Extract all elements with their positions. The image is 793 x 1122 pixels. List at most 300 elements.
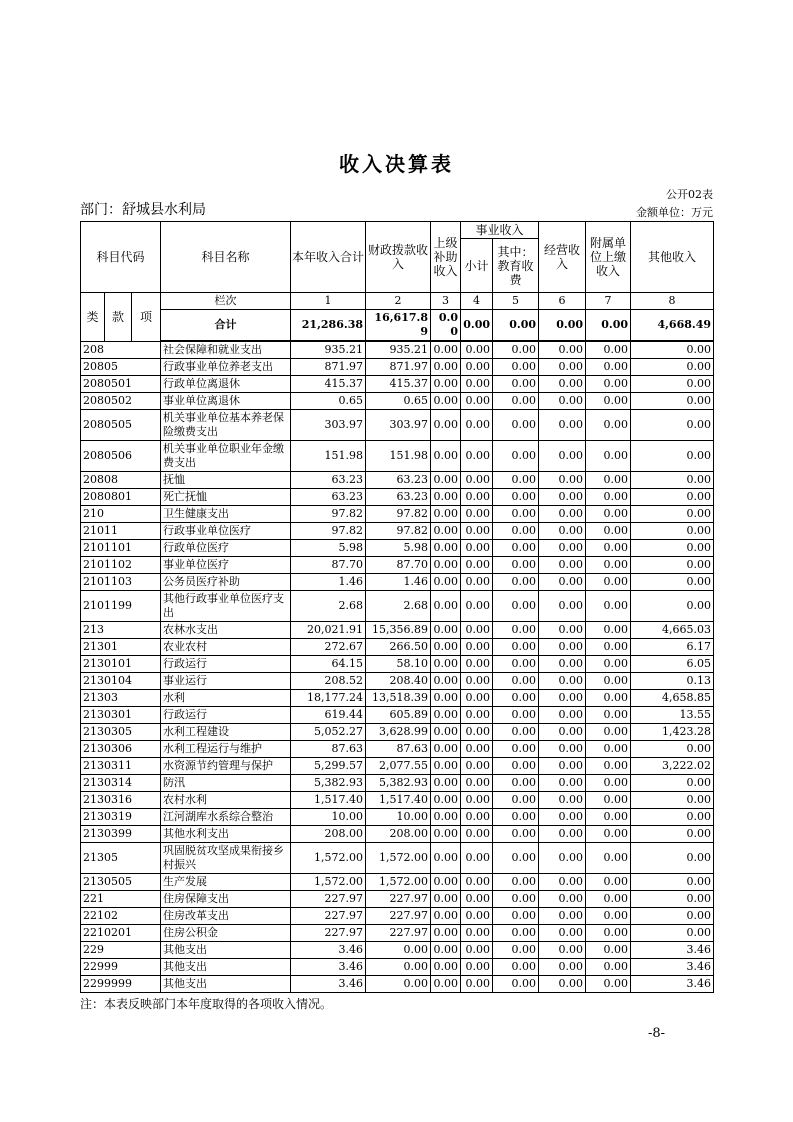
cell-value: 0.00 xyxy=(586,506,631,523)
total-value: 0.00 xyxy=(431,310,461,342)
table-row xyxy=(81,506,714,523)
cell-value: 0.00 xyxy=(631,393,714,410)
cell-value: 0.00 xyxy=(431,792,461,809)
cell-value: 0.00 xyxy=(539,908,586,925)
table-row xyxy=(81,792,714,809)
table-row xyxy=(81,724,714,741)
cell-subject-code: 208 xyxy=(81,341,161,359)
cell-subject-code: 2080801 xyxy=(81,489,161,506)
table-row xyxy=(81,574,714,591)
cell-value: 0.00 xyxy=(631,809,714,826)
table-row xyxy=(81,359,714,376)
cell-value: 0.00 xyxy=(431,673,461,690)
cell-value: 0.00 xyxy=(493,908,539,925)
cell-value: 3.46 xyxy=(291,959,366,976)
cell-value: 0.00 xyxy=(539,758,586,775)
cell-value: 63.23 xyxy=(366,489,431,506)
cell-value: 0.00 xyxy=(586,472,631,489)
cell-value: 227.97 xyxy=(366,908,431,925)
cell-value: 0.00 xyxy=(539,540,586,557)
cell-subject-name: 其他支出 xyxy=(161,942,291,959)
total-value: 4,668.49 xyxy=(631,310,714,342)
cell-value: 0.00 xyxy=(539,639,586,656)
cell-value: 0.00 xyxy=(461,441,493,472)
cell-subject-name: 社会保障和就业支出 xyxy=(161,341,291,359)
cell-subject-name: 机关事业单位职业年金缴费支出 xyxy=(161,441,291,472)
cell-subject-code: 2080506 xyxy=(81,441,161,472)
cell-value: 87.70 xyxy=(366,557,431,574)
page-number: -8- xyxy=(647,1026,665,1041)
header-code-lei: 类 xyxy=(81,293,105,342)
cell-subject-name: 农林水支出 xyxy=(161,622,291,639)
cell-value: 0.00 xyxy=(631,359,714,376)
cell-value: 5,052.27 xyxy=(291,724,366,741)
cell-subject-code: 21011 xyxy=(81,523,161,540)
cell-value: 0.00 xyxy=(631,891,714,908)
cell-value: 0.00 xyxy=(539,775,586,792)
cell-value: 0.00 xyxy=(461,489,493,506)
cell-value: 5.98 xyxy=(366,540,431,557)
cell-subject-code: 2130316 xyxy=(81,792,161,809)
cell-value: 0.00 xyxy=(431,622,461,639)
cell-value: 208.00 xyxy=(291,826,366,843)
cell-value: 0.00 xyxy=(461,622,493,639)
cell-value: 935.21 xyxy=(291,341,366,359)
cell-value: 0.00 xyxy=(461,809,493,826)
cell-value: 0.00 xyxy=(431,574,461,591)
cell-subject-code: 210 xyxy=(81,506,161,523)
cell-subject-name: 事业单位医疗 xyxy=(161,557,291,574)
total-value: 0.00 xyxy=(539,310,586,342)
cell-value: 208.00 xyxy=(366,826,431,843)
revenue-table xyxy=(80,221,714,993)
cell-value: 0.00 xyxy=(539,591,586,622)
cell-value: 0.00 xyxy=(586,758,631,775)
cell-subject-name: 卫生健康支出 xyxy=(161,506,291,523)
cell-value: 0.00 xyxy=(366,942,431,959)
cell-value: 151.98 xyxy=(366,441,431,472)
cell-value: 0.00 xyxy=(539,622,586,639)
cell-value: 0.00 xyxy=(431,472,461,489)
cell-value: 87.70 xyxy=(291,557,366,574)
cell-value: 6.05 xyxy=(631,656,714,673)
cell-value: 0.00 xyxy=(539,874,586,891)
cell-value: 2,077.55 xyxy=(366,758,431,775)
cell-value: 0.00 xyxy=(539,826,586,843)
cell-value: 97.82 xyxy=(366,506,431,523)
table-row xyxy=(81,591,714,622)
cell-value: 0.00 xyxy=(586,673,631,690)
header-operating-income: 经营收入 xyxy=(539,222,586,293)
cell-subject-name: 抚恤 xyxy=(161,472,291,489)
cell-value: 0.00 xyxy=(586,843,631,874)
cell-subject-name: 水资源节约管理与保护 xyxy=(161,758,291,775)
cell-subject-name: 事业单位离退休 xyxy=(161,393,291,410)
cell-subject-code: 2080501 xyxy=(81,376,161,393)
header-other-income: 其他收入 xyxy=(631,222,714,293)
cell-value: 0.00 xyxy=(493,540,539,557)
cell-value: 0.00 xyxy=(461,574,493,591)
cell-value: 227.97 xyxy=(366,925,431,942)
cell-value: 0.00 xyxy=(366,976,431,993)
cell-value: 0.00 xyxy=(539,959,586,976)
cell-value: 0.00 xyxy=(586,976,631,993)
cell-value: 0.00 xyxy=(586,639,631,656)
cell-value: 0.00 xyxy=(539,341,586,359)
header-business-education-fee: 其中：教育收费 xyxy=(493,239,539,293)
cell-value: 0.00 xyxy=(461,673,493,690)
cell-value: 0.00 xyxy=(493,741,539,758)
column-number: 6 xyxy=(539,293,586,310)
table-row xyxy=(81,843,714,874)
cell-value: 0.00 xyxy=(539,976,586,993)
cell-value: 64.15 xyxy=(291,656,366,673)
cell-value: 0.65 xyxy=(366,393,431,410)
cell-value: 0.00 xyxy=(493,707,539,724)
cell-value: 0.00 xyxy=(539,707,586,724)
table-row xyxy=(81,472,714,489)
cell-value: 227.97 xyxy=(291,925,366,942)
cell-subject-name: 生产发展 xyxy=(161,874,291,891)
cell-value: 0.00 xyxy=(461,656,493,673)
cell-value: 0.00 xyxy=(431,410,461,441)
cell-value: 0.00 xyxy=(586,874,631,891)
table-row xyxy=(81,489,714,506)
cell-value: 0.00 xyxy=(431,557,461,574)
cell-value: 0.00 xyxy=(586,376,631,393)
cell-value: 0.00 xyxy=(431,523,461,540)
cell-value: 97.82 xyxy=(291,523,366,540)
table-row xyxy=(81,775,714,792)
cell-subject-name: 巩固脱贫攻坚成果衔接乡村振兴 xyxy=(161,843,291,874)
page-content xyxy=(80,0,713,1041)
department-label: 部门：舒城县水利局 xyxy=(80,202,206,218)
table-row xyxy=(81,639,714,656)
total-value: 16,617.89 xyxy=(366,310,431,342)
cell-value: 0.00 xyxy=(586,942,631,959)
cell-value: 10.00 xyxy=(291,809,366,826)
cell-subject-name: 其他水利支出 xyxy=(161,826,291,843)
cell-value: 0.00 xyxy=(539,410,586,441)
cell-value: 0.00 xyxy=(461,472,493,489)
cell-value: 0.00 xyxy=(493,942,539,959)
cell-subject-name: 其他支出 xyxy=(161,976,291,993)
cell-value: 0.00 xyxy=(431,959,461,976)
cell-value: 0.00 xyxy=(631,410,714,441)
header-code-kuan: 款 xyxy=(105,293,132,342)
cell-value: 0.00 xyxy=(461,707,493,724)
cell-subject-code: 2130399 xyxy=(81,826,161,843)
table-row xyxy=(81,341,714,359)
cell-value: 0.00 xyxy=(586,359,631,376)
cell-value: 0.00 xyxy=(493,472,539,489)
cell-value: 0.00 xyxy=(431,891,461,908)
cell-value: 0.00 xyxy=(431,441,461,472)
header-business-income: 事业收入 xyxy=(461,222,539,239)
cell-subject-code: 2130505 xyxy=(81,874,161,891)
table-row xyxy=(81,441,714,472)
table-row xyxy=(81,523,714,540)
cell-value: 3.46 xyxy=(631,976,714,993)
sheet-label: 公开02表 xyxy=(666,188,713,201)
cell-value: 0.00 xyxy=(461,792,493,809)
cell-value: 0.00 xyxy=(631,792,714,809)
cell-subject-name: 行政事业单位医疗 xyxy=(161,523,291,540)
column-number: 3 xyxy=(431,293,461,310)
cell-value: 0.00 xyxy=(539,506,586,523)
cell-value: 0.00 xyxy=(539,441,586,472)
cell-value: 0.00 xyxy=(631,341,714,359)
cell-value: 0.00 xyxy=(461,724,493,741)
cell-value: 0.00 xyxy=(586,523,631,540)
header-total-income: 本年收入合计 xyxy=(291,222,366,293)
table-row xyxy=(81,925,714,942)
cell-subject-name: 其他行政事业单位医疗支出 xyxy=(161,591,291,622)
cell-value: 0.00 xyxy=(431,506,461,523)
table-row xyxy=(81,741,714,758)
cell-value: 0.00 xyxy=(431,489,461,506)
table-row xyxy=(81,622,714,639)
cell-value: 0.00 xyxy=(493,959,539,976)
page-title: 收入决算表 xyxy=(339,152,454,176)
cell-value: 1,572.00 xyxy=(291,874,366,891)
cell-value: 0.00 xyxy=(431,393,461,410)
cell-value: 0.00 xyxy=(493,376,539,393)
cell-value: 0.00 xyxy=(539,891,586,908)
footnote: 注：本表反映部门本年度取得的各项收入情况。 xyxy=(80,997,333,1011)
table-row xyxy=(81,874,714,891)
cell-value: 0.00 xyxy=(586,724,631,741)
cell-value: 0.00 xyxy=(539,376,586,393)
cell-value: 0.00 xyxy=(586,393,631,410)
cell-value: 5,382.93 xyxy=(291,775,366,792)
cell-subject-name: 其他支出 xyxy=(161,959,291,976)
header-superior-subsidy: 上级补助收入 xyxy=(431,222,461,293)
cell-value: 227.97 xyxy=(291,908,366,925)
cell-value: 0.00 xyxy=(431,724,461,741)
cell-subject-code: 2101102 xyxy=(81,557,161,574)
cell-value: 0.00 xyxy=(539,724,586,741)
cell-value: 227.97 xyxy=(291,891,366,908)
cell-value: 0.00 xyxy=(461,908,493,925)
cell-subject-name: 农业农村 xyxy=(161,639,291,656)
cell-value: 0.00 xyxy=(431,359,461,376)
cell-value: 0.00 xyxy=(539,942,586,959)
cell-value: 0.00 xyxy=(461,410,493,441)
cell-subject-name: 行政事业单位养老支出 xyxy=(161,359,291,376)
cell-subject-code: 22999 xyxy=(81,959,161,976)
cell-value: 1,423.28 xyxy=(631,724,714,741)
cell-subject-code: 20808 xyxy=(81,472,161,489)
total-value: 0.00 xyxy=(461,310,493,342)
cell-value: 0.00 xyxy=(631,775,714,792)
cell-value: 0.00 xyxy=(586,792,631,809)
cell-value: 0.00 xyxy=(431,540,461,557)
cell-subject-code: 2101101 xyxy=(81,540,161,557)
cell-value: 0.00 xyxy=(493,410,539,441)
cell-value: 0.00 xyxy=(431,639,461,656)
total-label: 合计 xyxy=(161,310,291,342)
cell-value: 6.17 xyxy=(631,639,714,656)
table-row xyxy=(81,656,714,673)
table-row xyxy=(81,557,714,574)
cell-value: 0.00 xyxy=(539,809,586,826)
table-row xyxy=(81,976,714,993)
cell-value: 0.00 xyxy=(493,792,539,809)
cell-value: 0.00 xyxy=(461,376,493,393)
cell-subject-name: 江河湖库水系综合整治 xyxy=(161,809,291,826)
cell-value: 87.63 xyxy=(291,741,366,758)
cell-value: 0.00 xyxy=(461,942,493,959)
cell-subject-name: 住房公积金 xyxy=(161,925,291,942)
cell-value: 0.00 xyxy=(431,942,461,959)
cell-subject-code: 2210201 xyxy=(81,925,161,942)
cell-value: 415.37 xyxy=(366,376,431,393)
cell-value: 0.00 xyxy=(539,673,586,690)
cell-value: 0.00 xyxy=(539,574,586,591)
column-number: 4 xyxy=(461,293,493,310)
cell-value: 266.50 xyxy=(366,639,431,656)
cell-value: 13,518.39 xyxy=(366,690,431,707)
cell-subject-name: 行政运行 xyxy=(161,707,291,724)
header-subject-name: 科目名称 xyxy=(161,222,291,293)
cell-subject-name: 死亡抚恤 xyxy=(161,489,291,506)
cell-value: 0.00 xyxy=(493,393,539,410)
cell-subject-code: 221 xyxy=(81,891,161,908)
table-row xyxy=(81,393,714,410)
cell-value: 0.00 xyxy=(493,441,539,472)
cell-subject-name: 农村水利 xyxy=(161,792,291,809)
cell-value: 0.00 xyxy=(586,341,631,359)
cell-value: 0.00 xyxy=(493,574,539,591)
cell-value: 4,658.85 xyxy=(631,690,714,707)
total-value: 0.00 xyxy=(493,310,539,342)
cell-value: 0.00 xyxy=(631,523,714,540)
cell-value: 0.00 xyxy=(631,472,714,489)
cell-value: 0.00 xyxy=(461,359,493,376)
cell-value: 0.00 xyxy=(493,925,539,942)
cell-subject-code: 2130319 xyxy=(81,809,161,826)
cell-value: 97.82 xyxy=(291,506,366,523)
cell-value: 1.46 xyxy=(366,574,431,591)
cell-value: 3,628.99 xyxy=(366,724,431,741)
cell-value: 0.00 xyxy=(539,741,586,758)
table-row xyxy=(81,826,714,843)
column-index-row xyxy=(81,293,714,310)
cell-value: 0.00 xyxy=(461,393,493,410)
cell-value: 0.00 xyxy=(586,809,631,826)
cell-subject-code: 20805 xyxy=(81,359,161,376)
cell-subject-name: 住房保障支出 xyxy=(161,891,291,908)
cell-value: 151.98 xyxy=(291,441,366,472)
cell-value: 1,517.40 xyxy=(366,792,431,809)
grand-total-row xyxy=(81,310,714,342)
cell-value: 63.23 xyxy=(291,489,366,506)
cell-value: 619.44 xyxy=(291,707,366,724)
cell-value: 20,021.91 xyxy=(291,622,366,639)
header-affiliated-income: 附属单位上缴收入 xyxy=(586,222,631,293)
cell-subject-name: 机关事业单位基本养老保险缴费支出 xyxy=(161,410,291,441)
cell-value: 5,299.57 xyxy=(291,758,366,775)
cell-value: 272.67 xyxy=(291,639,366,656)
cell-value: 0.00 xyxy=(539,792,586,809)
cell-value: 2.68 xyxy=(366,591,431,622)
cell-value: 63.23 xyxy=(366,472,431,489)
cell-value: 605.89 xyxy=(366,707,431,724)
cell-value: 0.00 xyxy=(366,959,431,976)
cell-value: 0.00 xyxy=(431,843,461,874)
table-row xyxy=(81,410,714,441)
cell-value: 871.97 xyxy=(291,359,366,376)
cell-value: 0.00 xyxy=(631,925,714,942)
table-row xyxy=(81,959,714,976)
cell-subject-name: 水利工程运行与维护 xyxy=(161,741,291,758)
cell-value: 0.00 xyxy=(631,874,714,891)
cell-value: 0.00 xyxy=(493,724,539,741)
cell-value: 0.00 xyxy=(461,775,493,792)
cell-value: 208.52 xyxy=(291,673,366,690)
cell-value: 0.00 xyxy=(431,925,461,942)
cell-value: 0.00 xyxy=(539,472,586,489)
cell-value: 0.00 xyxy=(493,690,539,707)
cell-subject-name: 水利 xyxy=(161,690,291,707)
column-number: 2 xyxy=(366,293,431,310)
cell-subject-code: 21301 xyxy=(81,639,161,656)
cell-value: 0.00 xyxy=(493,591,539,622)
cell-value: 18,177.24 xyxy=(291,690,366,707)
cell-value: 0.00 xyxy=(431,341,461,359)
cell-value: 0.00 xyxy=(586,959,631,976)
cell-value: 0.00 xyxy=(539,690,586,707)
cell-value: 0.00 xyxy=(493,622,539,639)
cell-value: 0.00 xyxy=(539,489,586,506)
column-number: 8 xyxy=(631,293,714,310)
cell-value: 0.00 xyxy=(631,506,714,523)
cell-value: 0.00 xyxy=(461,557,493,574)
cell-value: 0.00 xyxy=(493,976,539,993)
cell-subject-code: 2080502 xyxy=(81,393,161,410)
amount-unit-label: 金额单位：万元 xyxy=(636,206,713,219)
cell-value: 0.00 xyxy=(461,690,493,707)
cell-value: 0.00 xyxy=(586,891,631,908)
cell-value: 5,382.93 xyxy=(366,775,431,792)
cell-value: 0.00 xyxy=(461,959,493,976)
cell-value: 0.00 xyxy=(539,843,586,874)
cell-subject-name: 住房改革支出 xyxy=(161,908,291,925)
cell-subject-code: 2080505 xyxy=(81,410,161,441)
cell-value: 871.97 xyxy=(366,359,431,376)
cell-value: 0.00 xyxy=(431,591,461,622)
total-value: 0.00 xyxy=(586,310,631,342)
cell-subject-name: 事业运行 xyxy=(161,673,291,690)
cell-value: 0.00 xyxy=(431,826,461,843)
lanci-label: 栏次 xyxy=(161,293,291,310)
cell-value: 0.00 xyxy=(586,656,631,673)
cell-value: 0.00 xyxy=(586,410,631,441)
column-number: 1 xyxy=(291,293,366,310)
cell-value: 1,572.00 xyxy=(291,843,366,874)
cell-value: 0.00 xyxy=(631,741,714,758)
cell-value: 0.00 xyxy=(461,591,493,622)
table-row xyxy=(81,690,714,707)
cell-subject-code: 2130101 xyxy=(81,656,161,673)
cell-value: 0.00 xyxy=(431,874,461,891)
cell-value: 0.00 xyxy=(586,775,631,792)
cell-value: 0.00 xyxy=(431,741,461,758)
cell-value: 0.00 xyxy=(539,359,586,376)
meta-row xyxy=(80,202,713,219)
header-fiscal-allocation: 财政拨款收入 xyxy=(366,222,431,293)
